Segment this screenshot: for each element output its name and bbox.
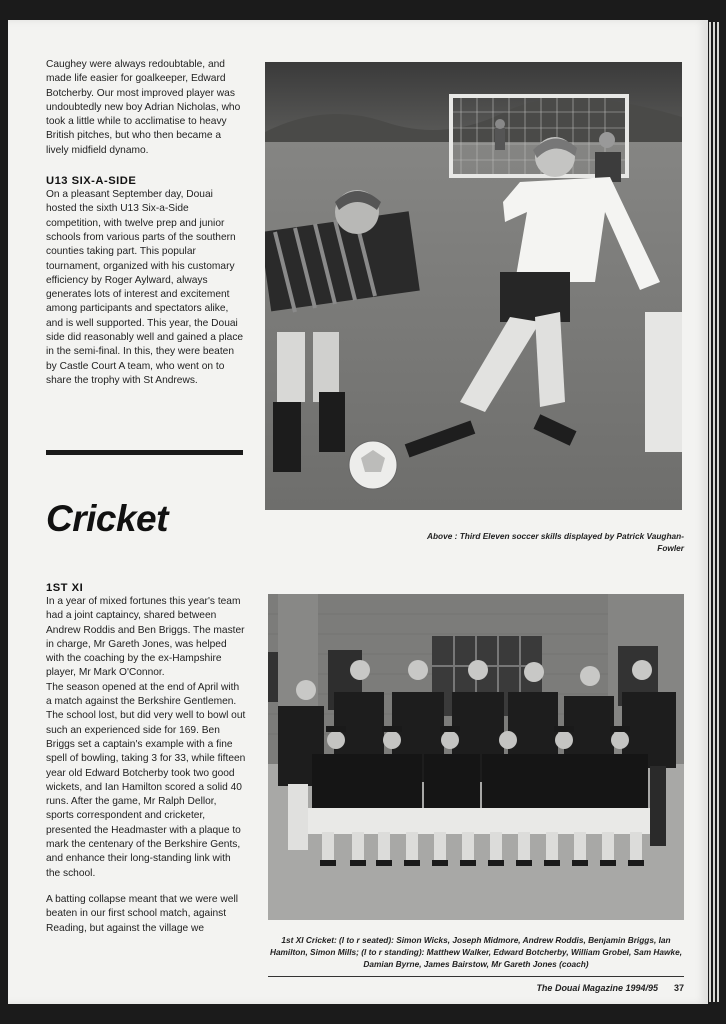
cricket-heading: Cricket [46, 498, 168, 539]
soccer-photo [265, 62, 682, 510]
column-top [46, 58, 246, 388]
cricket-paragraph-3: A batting collapse meant that we were well beaten in our first school match, against Reading, but against the village we [46, 893, 238, 934]
page-edge [713, 22, 715, 1002]
u13-paragraph: On a pleasant September day, Douai hosted the sixth U13 Six-a-Side competition, with twelve prep and junior schools from various parts of the southern counties taking part. This popular tournament, organized with his customary efficiency by Roger Aylward, always generates lots of interest and excitement among participants and spectators alike, and is well supported. This year, the Douai side did reasonably well and gained a place in the semi-final. In this, they were beaten by Castle Court A team, who went on to share the trophy with St Andrews. [46, 189, 244, 386]
cricket-paragraph-2: The season opened at the end of April with a match against the Berkshire Gentlemen. The school lost, but did very well to bowl out such an experienced side for 169. Ben Briggs set a captain's example with a fine spell of bowling, taking 3 for 33, while fifteen year old Edward Botcherby took two good wickets, and Ian Hamilton scored a solid 40 runs. After the game, Mr Ralph Dellor, sports correspondent and cricketer, presented the Headmaster with a plaque to mark the centenary of the Berkshire Gents, and enhance their long-standing link with the school. [46, 681, 246, 879]
cricket-team-caption: 1st XI Cricket: (l to r seated): Simon Wicks, Joseph Midmore, Andrew Roddis, Benjamin Briggs, Ian Hamilton, Simon Mills; (l to r standing): Matthew Walker, Edward Botcherby, William Grobel, Sam Hawke, Damian Byrne, James Bairstow, Mr Gareth Jones (coach) [269, 935, 683, 969]
section-divider [46, 450, 243, 455]
page-footer [268, 983, 684, 993]
soccer-caption: Above : Third Eleven soccer skills displayed by Patrick Vaughan-Fowler [427, 531, 684, 553]
intro-paragraph: Caughey were always redoubtable, and made life easier for goalkeeper, Edward Botcherby. Our most improved player was undoubtedly new boy Adrian Nicholas, who took a little while to acclimatise to heavy British pitches, but who then became a lively midfield dynamo. [46, 59, 241, 156]
page-number: 37 [673, 983, 684, 993]
soccer-photo-image [265, 62, 682, 510]
first-xi-heading: 1ST XI [46, 582, 84, 594]
u13-heading: U13 SIX-A-SIDE [46, 175, 137, 188]
cricket-paragraph-1: In a year of mixed fortunes this year's team had a joint captaincy, shared between Andrew Roddis and Ben Briggs. The master in charge, Mr Gareth Jones, was helped with the coaching by the ex-Hampshire player, Mr Mark O'Connor. [46, 596, 245, 679]
publication-title: The Douai Magazine 1994/95 [536, 983, 658, 993]
cricket-team-photo-image [268, 594, 684, 920]
footer-divider [268, 976, 684, 977]
page-edge [717, 22, 719, 1002]
page-edge [709, 22, 711, 1002]
cricket-team-photo [268, 594, 684, 920]
column-cricket [46, 581, 246, 936]
